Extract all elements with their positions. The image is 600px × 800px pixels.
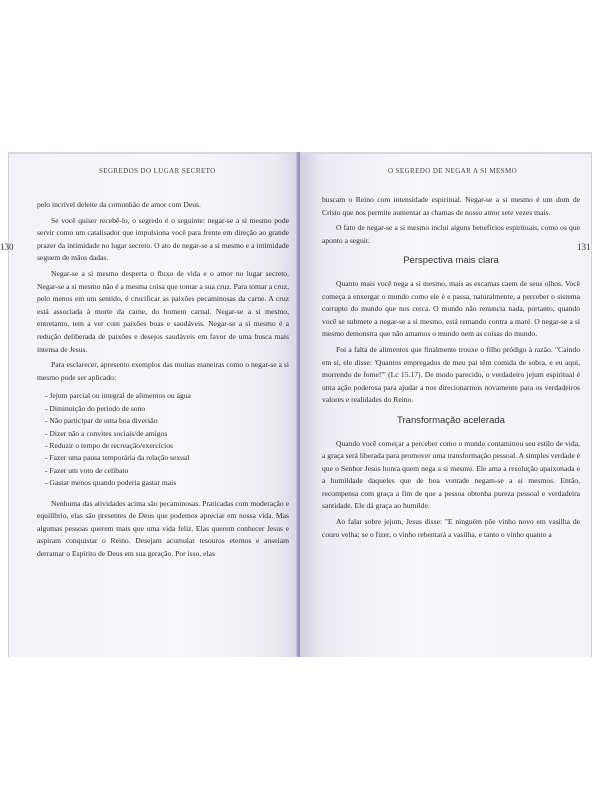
background-below-book xyxy=(0,657,600,800)
left-page-number: 130 xyxy=(0,242,14,252)
open-book xyxy=(0,152,600,657)
list-item: - Jejum parcial ou integral de alimentos ou água xyxy=(45,391,191,401)
list-item: - Gastar menos quando poderia gastar mais xyxy=(45,478,177,488)
left-paragraph-2: Se você quiser recebê-lo, o segredo é o seguinte: negar-se a si mesmo pode servir como um catalisador que impulsiona você para frente em direção ao grande prazer da intimidade no lugar secreto. O ato de negar-se a si mesmo e a intimidade seguem de mãos dadas. xyxy=(37,215,289,263)
right-page-number: 131 xyxy=(577,242,591,252)
left-paragraph-3: Negar-se a si mesmo desperta o fluxo de vida e o amor no lugar secreto. Negar-se a si mesmo não é a mesma coisa que tomar a sua cruz. Para tomar a cruz, pelo menos em um sentido, é crucificar as paixões pecaminosas da carne. A cruz está associada à morte da carne, do homem carnal. Negar-se a si mesmo, entretanto, tem a ver com paixões boas e saudáveis. Negar-se a si mesmo é a redução deliberada de paixões e desejos saudáveis em favor de uma busca mais intensa de Jesus. xyxy=(37,268,289,354)
list-item: - Reduzir o tempo de recreação/exercícios xyxy=(45,440,173,450)
left-paragraph-5: Nenhuma das atividades acima são pecaminosas. Praticadas com moderação e equilíbrio, elas são presentes de Deus que podemos apreciar em nossa vida. Mas algumas pessoas querem mais que uma vida feliz. Elas querem conhecer Jesus e aspiram conquistar o Reino. Desejam acumular tesouros eternos e anseiam derramar o Espírito de Deus em sua geração. Por isso, elas xyxy=(37,498,289,558)
list-item: - Não participar de uma boa diversão xyxy=(45,416,158,426)
left-page xyxy=(8,152,298,657)
left-page-text xyxy=(37,199,289,564)
right-page-text xyxy=(322,194,580,544)
left-paragraph-4: Para esclarecer, apresento exemplos das muitas maneiras como o negar-se a si mesmo pode ser aplicado: xyxy=(37,360,289,382)
list-item: - Diminuição do período de sono xyxy=(45,403,146,413)
left-paragraph-1: pelo incrível deleite da comunhão de amor com Deus. xyxy=(37,200,201,209)
list-item: - Fazer uma pausa temporária da relação sexual xyxy=(45,453,190,463)
right-paragraph-4: Foi a falta de alimentos que finalmente trouxe o filho pródigo à razão. "Caindo em si, ele disse: 'Quantos empregados de meu pai têm comida de sobra, e eu aqui, morrendo de fome!'" (Lc 15.17). De modo parecido, o verdadeiro jejum espiritual é uma ação poderosa para ajudar a nos direcionarmos novamente para os verdadeiros valores e realidades do Reino. xyxy=(322,344,580,405)
right-paragraph-2: O fato de negar-se a si mesmo inclui alguns benefícios espirituais, como os que aponto a seguir. xyxy=(322,223,580,245)
left-running-header: SEGREDOS DO LUGAR SECRETO xyxy=(99,167,216,175)
right-page xyxy=(300,152,592,657)
section-heading-clearer-perspective: Perspectiva mais clara xyxy=(403,255,499,267)
right-paragraph-5: Quando você começar a perceber como o mundo contaminou seu estilo de vida, a graça será liberada para promover uma transformação pessoal. A simples verdade é que o Senhor Jesus honra quem nega a si mesmo. Ele ama a resolução apaixonada e a humildade daqueles que de boa vontade negam-se a si mesmos. Então, recompensa com graça a fim de que a pessoa obtenha pureza pessoal e verdadeira santidade. Ele dá graça ao humilde. xyxy=(322,438,580,511)
list-item: - Dizer não a convites sociais/de amigos xyxy=(45,428,168,438)
list-item: - Fazer um voto de celibato xyxy=(45,465,129,475)
self-denial-list xyxy=(45,390,289,489)
right-running-header: O SEGREDO DE NEGAR A SI MESMO xyxy=(388,167,518,175)
right-paragraph-1: buscam o Reino com intensidade espiritual. Negar-se a si mesmo é um dom de Cristo que nos permite aumentar as chamas de nosso amor sete vezes mais. xyxy=(322,195,580,217)
right-paragraph-3: Quanto mais você nega a si mesmo, mais as escamas caem de seus olhos. Você começa a enxergar o mundo como ele é e passa, naturalmente, a perceber o sistema corrupto do mundo que nos cerca. O mundo não renuncia nada, portanto, quando você se submete a negar-se a si mesmo, está remando contra a maré. O negar-se a si mesmo demonstra que não amamos o mundo nem as coisas do mundo. xyxy=(322,278,580,339)
section-heading-accelerated-transformation: Transformação acelerada xyxy=(397,414,505,426)
right-paragraph-6: Ao falar sobre jejum, Jesus disse: "E ninguém põe vinho novo em vasilha de couro velha; se o fizer, o vinho rebentará a vasilha, e tanto o vinho quanto a xyxy=(322,517,580,539)
